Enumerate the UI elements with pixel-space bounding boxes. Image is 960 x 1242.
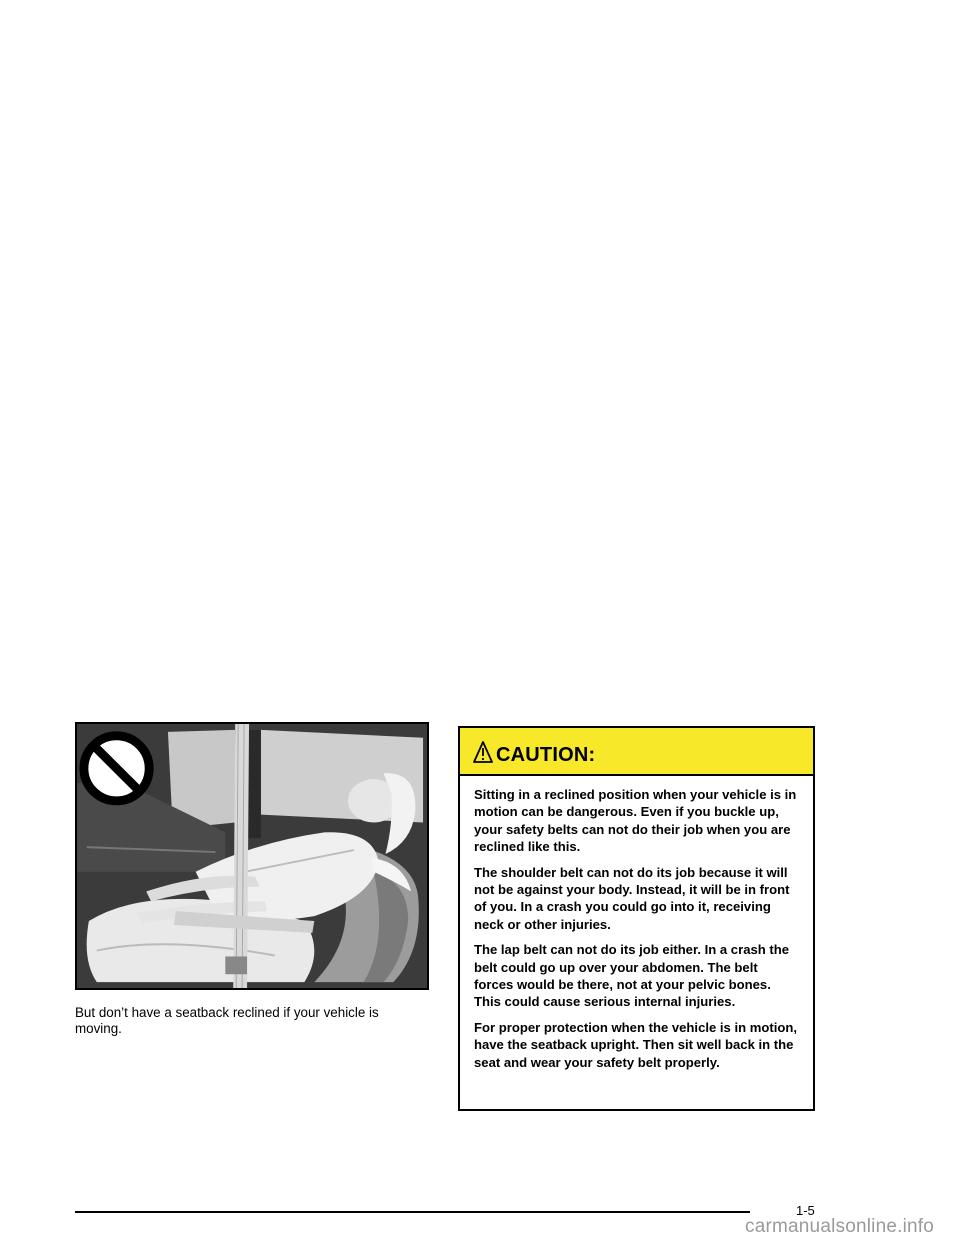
caution-paragraph: For proper protection when the vehicle is in motion, have the seatback upright. Then sit well back in the seat and wear your safety belt properly. (474, 1019, 798, 1070)
warning-triangle-icon (472, 740, 494, 764)
caution-box (458, 726, 815, 1111)
caution-paragraph: Sitting in a reclined position when your vehicle is in motion can be dangerous. Even if you buckle up, your safety belts can not do their job when you are reclined like this. (474, 787, 797, 855)
caution-header (460, 728, 813, 776)
watermark: carmanualsonline.info (745, 1216, 935, 1237)
caution-body (460, 776, 813, 1071)
page-number: 1-5 (796, 1203, 815, 1218)
reclined-seat-illustration (75, 722, 429, 990)
caution-title: CAUTION: (496, 744, 596, 766)
caution-paragraph: The lap belt can not do its job either. In a crash the belt could go up over your abdomen. The belt forces would be there, not at your pelvic bones. This could cause serious internal injuries. (474, 942, 790, 1010)
caution-paragraph: The shoulder belt can not do its job because it will not be against your body. Instead, it will be in front of you. In a crash you could go into it, receiving neck or other injuries. (474, 864, 790, 932)
reclined-passenger-drawing (77, 724, 427, 988)
illustration-caption: But don’t have a seatback reclined if your vehicle is moving. (75, 1005, 379, 1036)
prohibition-icon (84, 736, 149, 801)
footer-rule (75, 1211, 750, 1213)
